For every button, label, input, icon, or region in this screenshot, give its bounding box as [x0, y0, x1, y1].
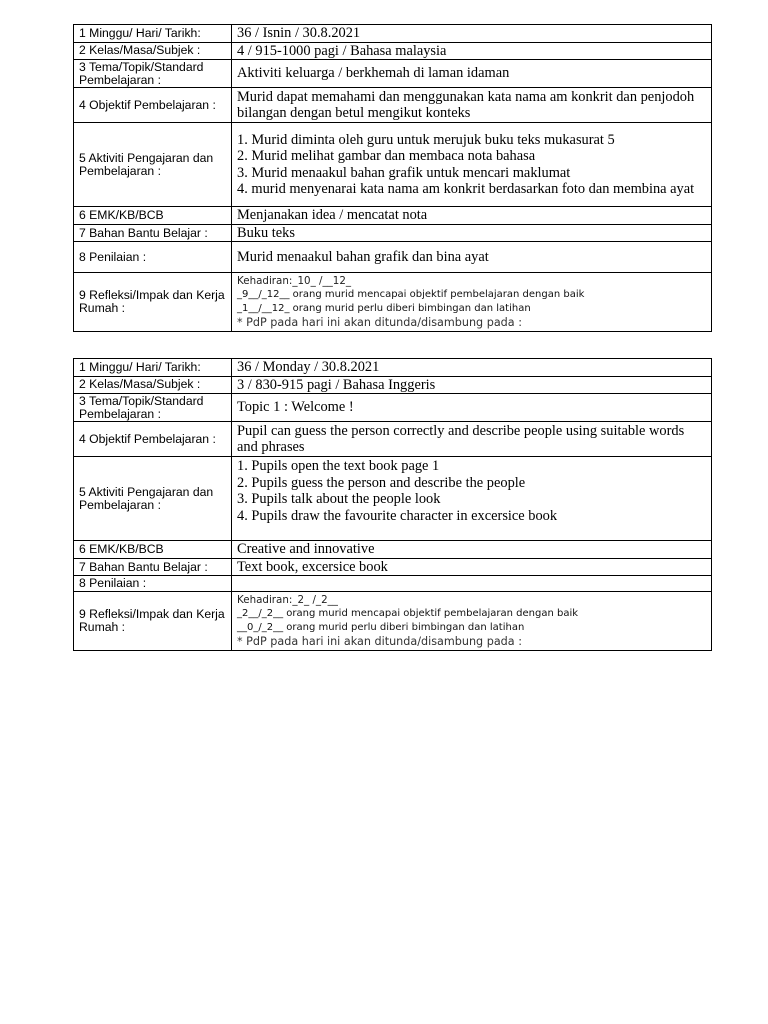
row-value: Topic 1 : Welcome !: [232, 394, 712, 422]
table-row: [74, 558, 712, 576]
row-label: 6 EMK/KB/BCB: [74, 541, 232, 559]
reflection-cell: [232, 592, 712, 651]
lesson-plan-table-1: [73, 24, 712, 332]
row-value: 36 / Isnin / 30.8.2021: [232, 25, 712, 43]
row-label: 5 Aktiviti Pengajaran dan Pembelajaran :: [74, 123, 232, 207]
activity-item: 3. Murid menaakul bahan grafik untuk mencari maklumat: [237, 164, 571, 181]
achieved-text: _9__/_12__ orang murid mencapai objektif pembelajaran dengan baik: [237, 289, 585, 301]
table-row: [74, 207, 712, 225]
activity-item: 3. Pupils talk about the people look: [237, 491, 441, 508]
row-label: 1 Minggu/ Hari/ Tarikh:: [74, 25, 232, 43]
achieved-text: _2__/_2__ orang murid mencapai objektif pembelajaran dengan baik: [237, 608, 579, 620]
table-row: [74, 123, 712, 207]
postpone-note: * PdP pada hari ini akan ditunda/disambung pada :: [237, 316, 522, 330]
row-value: Pupil can guess the person correctly and describe people using suitable words and phrases: [232, 422, 712, 457]
table-row: [74, 242, 712, 273]
activity-item: 1. Pupils open the text book page 1: [237, 458, 440, 475]
lesson-plan-table-2: [73, 358, 712, 651]
row-label: 9 Refleksi/Impak dan Kerja Rumah :: [74, 273, 232, 332]
row-value: Menjanakan idea / mencatat nota: [232, 207, 712, 225]
row-label: 7 Bahan Bantu Belajar :: [74, 224, 232, 242]
table-row: [74, 88, 712, 123]
row-value: Buku teks: [232, 224, 712, 242]
row-label: 4 Objektif Pembelajaran :: [74, 88, 232, 123]
row-value: Aktiviti keluarga / berkhemah di laman idaman: [232, 60, 712, 88]
table-row: [74, 376, 712, 394]
row-label: 6 EMK/KB/BCB: [74, 207, 232, 225]
row-label: 1 Minggu/ Hari/ Tarikh:: [74, 359, 232, 377]
row-label: 9 Refleksi/Impak dan Kerja Rumah :: [74, 592, 232, 651]
row-label: 2 Kelas/Masa/Subjek :: [74, 376, 232, 394]
row-label: 7 Bahan Bantu Belajar :: [74, 558, 232, 576]
table-row: [74, 224, 712, 242]
activity-item: 1. Murid diminta oleh guru untuk merujuk buku teks mukasurat 5: [237, 131, 615, 148]
table-row: [74, 42, 712, 60]
row-value: Text book, excersice book: [232, 558, 712, 576]
row-label: 3 Tema/Topik/Standard Pembelajaran :: [74, 60, 232, 88]
activity-item: 4. murid menyenarai kata nama am konkrit berdasarkan foto dan membina ayat: [237, 181, 695, 198]
table-row: [74, 457, 712, 541]
table-row: [74, 394, 712, 422]
table-row: [74, 592, 712, 651]
table-row: [74, 273, 712, 332]
row-label: 5 Aktiviti Pengajaran dan Pembelajaran :: [74, 457, 232, 541]
row-value: [232, 576, 712, 592]
row-label: 4 Objektif Pembelajaran :: [74, 422, 232, 457]
row-label: 8 Penilaian :: [74, 242, 232, 273]
table-row: [74, 359, 712, 377]
activity-list: [232, 457, 712, 541]
attendance-text: Kehadiran:_10_ /__12_: [237, 275, 352, 288]
reflection-cell: [232, 273, 712, 332]
row-value: 3 / 830-915 pagi / Bahasa Inggeris: [232, 376, 712, 394]
row-label: 8 Penilaian :: [74, 576, 232, 592]
table-row: [74, 422, 712, 457]
activity-item: 2. Murid melihat gambar dan membaca nota bahasa: [237, 148, 536, 165]
activity-item: 2. Pupils guess the person and describe the people: [237, 474, 526, 491]
row-value: Murid menaakul bahan grafik dan bina ayat: [232, 242, 712, 273]
table-row: [74, 576, 712, 592]
row-value: Murid dapat memahami dan menggunakan kata nama am konkrit dan penjodoh bilangan dengan betul mengikut konteks: [232, 88, 712, 123]
row-label: 3 Tema/Topik/Standard Pembelajaran :: [74, 394, 232, 422]
activity-list: [232, 123, 712, 207]
activity-item: 4. Pupils draw the favourite character in excersice book: [237, 507, 558, 524]
row-value: 36 / Monday / 30.8.2021: [232, 359, 712, 377]
guidance-text: __0_/_2__ orang murid perlu diberi bimbingan dan latihan: [237, 622, 525, 634]
table-row: [74, 541, 712, 559]
attendance-text: Kehadiran:_2_ /_2__: [237, 594, 338, 607]
table-row: [74, 25, 712, 43]
row-value: 4 / 915-1000 pagi / Bahasa malaysia: [232, 42, 712, 60]
table-row: [74, 60, 712, 88]
row-label: 2 Kelas/Masa/Subjek :: [74, 42, 232, 60]
row-value: Creative and innovative: [232, 541, 712, 559]
postpone-note: * PdP pada hari ini akan ditunda/disambung pada :: [237, 635, 522, 649]
guidance-text: _1__/__12_ orang murid perlu diberi bimbingan dan latihan: [237, 303, 531, 315]
